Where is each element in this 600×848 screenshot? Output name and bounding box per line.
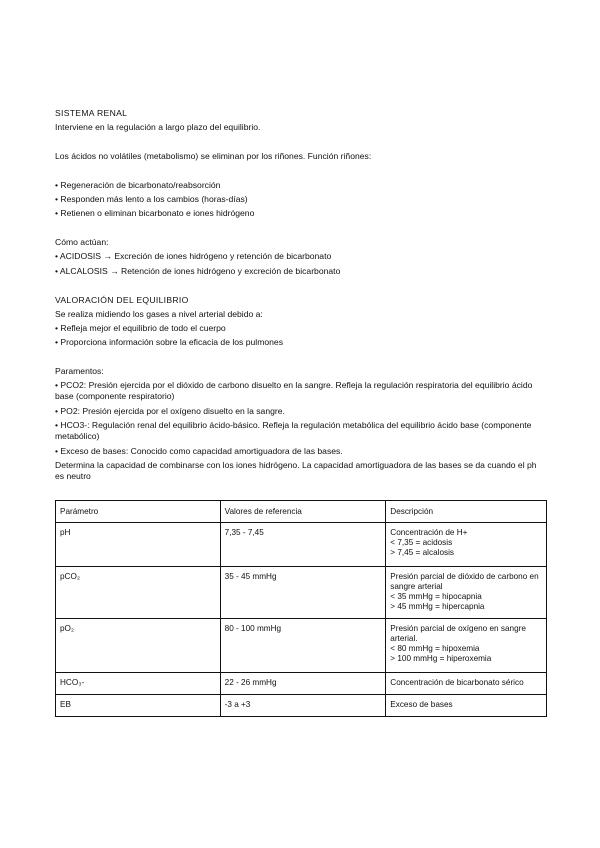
table-cell-param: pO₂ <box>56 619 221 673</box>
desc-line: < 7,35 = acidosis <box>390 538 453 547</box>
section-title-valoracion: VALORACIÓN DEL EQUILIBRIO <box>55 295 189 305</box>
desc-line: < 35 mmHg = hipocapnia <box>390 592 482 601</box>
section-title-parametros: Paramentos: <box>55 366 104 376</box>
desc-line: Concentración de H+ <box>390 528 468 537</box>
desc-line: > 100 mmHg = hiperoxemia <box>390 654 492 663</box>
column-header: Descripción <box>386 501 547 523</box>
list-item: • HCO3-: Regulación renal del equilibrio ácido-básico. Refleja la regulación metabólica del equilibrio ácido base (componente metabólico) <box>55 420 532 441</box>
list-item: • Exceso de bases: Conocido como capacidad amortiguadora de las bases. <box>55 446 343 456</box>
table-cell-value: -3 a +3 <box>220 695 386 717</box>
table-cell-value: 22 - 26 mmHg <box>220 673 386 695</box>
desc-line: > 7,45 = alcalosis <box>390 548 455 557</box>
desc-line: Presión parcial de dióxido de carbono en sangre arterial <box>390 572 539 591</box>
table-header-row <box>56 501 547 523</box>
table-cell-value: 80 - 100 mmHg <box>220 619 386 673</box>
table-cell-desc <box>386 673 547 695</box>
table-cell-desc <box>386 523 547 567</box>
table-row <box>56 523 547 567</box>
list-item: • Proporciona información sobre la eficacia de los pulmones <box>55 337 283 347</box>
table-cell-value: 7,35 - 7,45 <box>220 523 386 567</box>
desc-line: Presión parcial de oxígeno en sangre arterial. <box>390 624 526 643</box>
table-cell-value: 35 - 45 mmHg <box>220 567 386 619</box>
table-cell-param: EB <box>56 695 221 717</box>
subheading-how: Cómo actúan: <box>55 237 109 247</box>
paragraph-buffer-note: Determina la capacidad de combinarse con los iones hidrógeno. La capacidad amortiguadora de las bases se da cuando el ph es neutro <box>55 460 537 481</box>
list-item: • PCO2: Presión ejercida por el dióxido de carbono disuelto en la sangre. Refleja la regulación respiratoria del equilibrio ácido base (componente respiratorio) <box>55 380 533 401</box>
table-cell-param: pCO₂ <box>56 567 221 619</box>
paragraph-valoracion-intro: Se realiza midiendo los gases a nivel arterial debido a: <box>55 309 263 319</box>
table-cell-desc <box>386 619 547 673</box>
list-item: • Regeneración de bicarbonato/reabsorción <box>55 180 221 190</box>
list-item: • Responden más lento a los cambios (horas-días) <box>55 194 248 204</box>
column-header: Valores de referencia <box>220 501 386 523</box>
table-row <box>56 695 547 717</box>
table-cell-desc <box>386 695 547 717</box>
list-item: • ACIDOSIS → Excreción de iones hidrógeno y retención de bicarbonato <box>55 251 332 261</box>
list-item: • Refleja mejor el equilibrio de todo el cuerpo <box>55 323 226 333</box>
parameters-table <box>55 500 547 717</box>
desc-line: Exceso de bases <box>390 700 453 709</box>
table-cell-param: HCO₃- <box>56 673 221 695</box>
table-row <box>56 567 547 619</box>
column-header: Parámetro <box>56 501 221 523</box>
list-item: • ALCALOSIS → Retención de iones hidrógeno y excreción de bicarbonato <box>55 266 341 276</box>
table-row <box>56 673 547 695</box>
section-subtitle-renal: Interviene en la regulación a largo plazo del equilibrio. <box>55 122 261 132</box>
table-row <box>56 619 547 673</box>
desc-line: > 45 mmHg = hipercapnia <box>390 602 485 611</box>
desc-line: Concentración de bicarbonato sérico <box>390 678 524 687</box>
section-title-renal: SISTEMA RENAL <box>55 108 128 118</box>
list-item: • Retienen o eliminan bicarbonato e iones hidrógeno <box>55 208 255 218</box>
desc-line: < 80 mmHg = hipoxemia <box>390 644 480 653</box>
paragraph-kidney-intro: Los ácidos no volátiles (metabolismo) se eliminan por los riñones. Función riñones: <box>55 151 372 161</box>
table-cell-desc <box>386 567 547 619</box>
table-cell-param: pH <box>56 523 221 567</box>
list-item: • PO2: Presión ejercida por el oxígeno disuelto en la sangre. <box>55 406 285 416</box>
